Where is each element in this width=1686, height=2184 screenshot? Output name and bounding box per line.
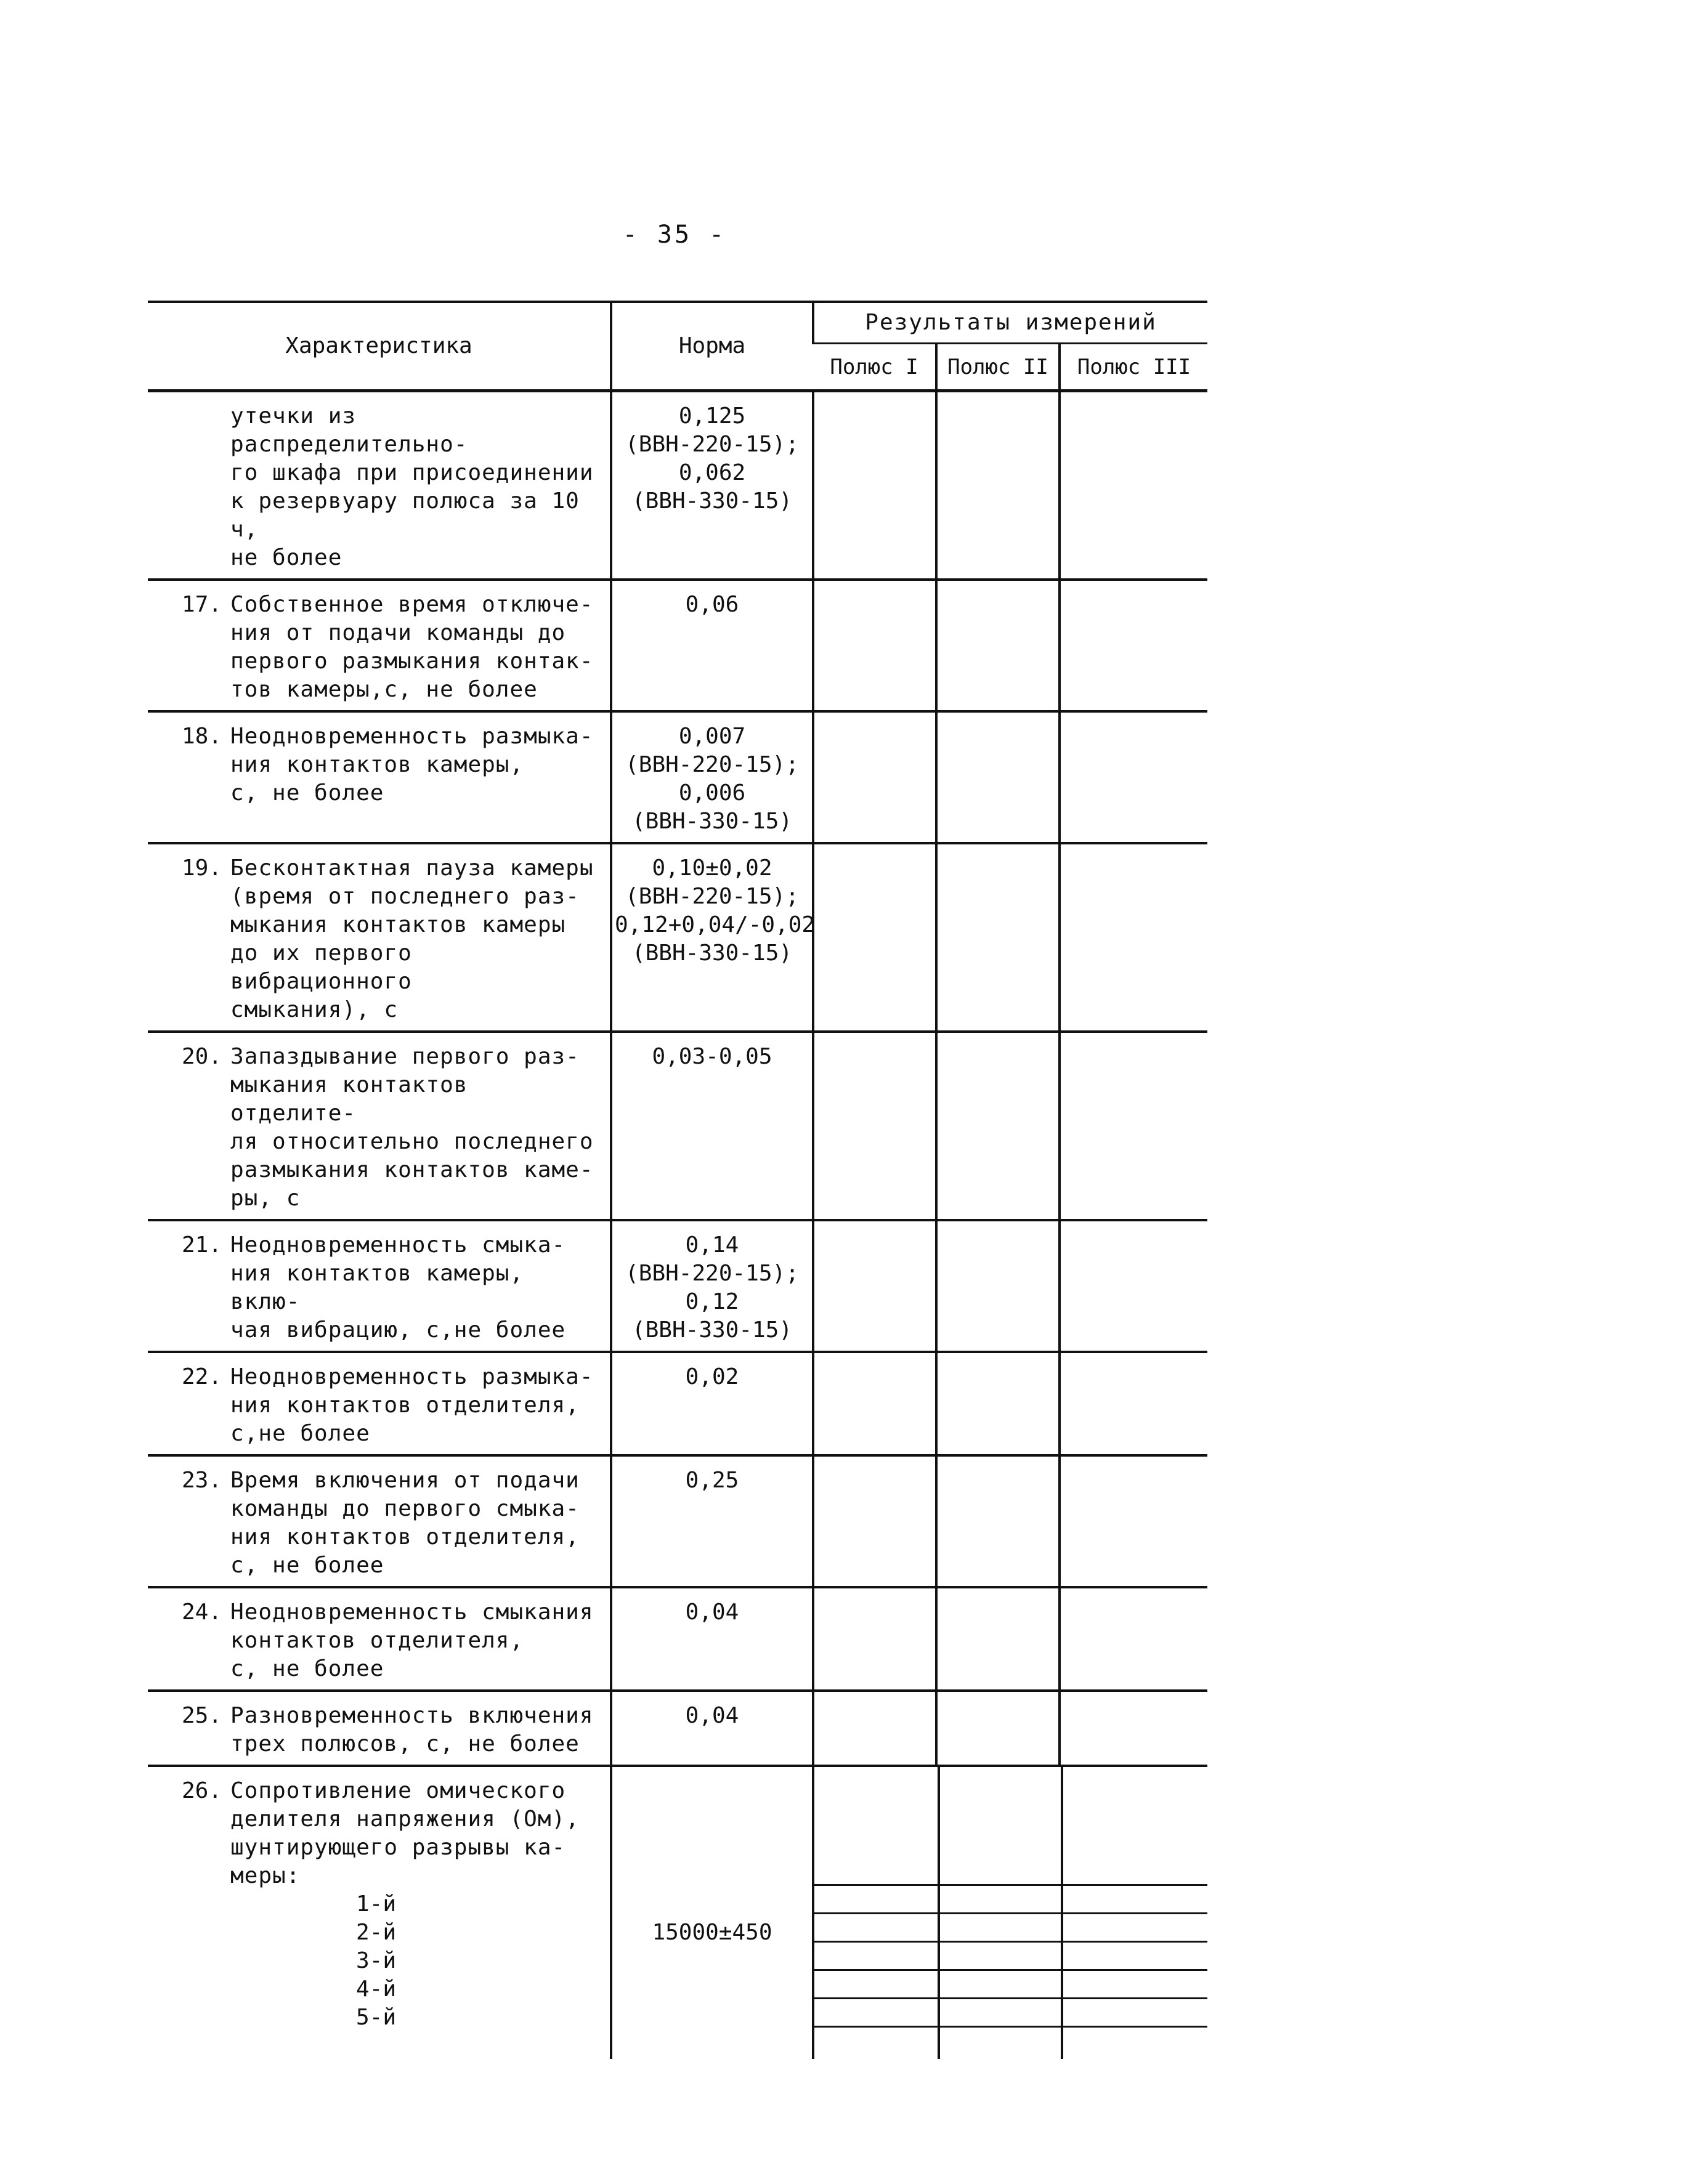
pole-3-cell (1060, 1587, 1207, 1691)
pole-1-cell (813, 1032, 936, 1220)
pole-3-cell (1060, 1691, 1207, 1766)
table-row (148, 1032, 1207, 1220)
row-norm: 0,04 (685, 1600, 739, 1625)
pole-3-cell (1060, 580, 1207, 711)
row-norm: 0,06 (685, 592, 739, 617)
table-row (148, 1455, 1207, 1587)
pole-1-cell (813, 711, 936, 843)
row-norm: 0,04 (685, 1703, 739, 1728)
row-characteristic: Бесконтактная пауза камеры (время от последнего раз- мыкания контактов камеры до их первого вибрационного смыкания), с (230, 855, 594, 1022)
row-number: 26. (181, 1778, 222, 1803)
pole-2-cell (936, 711, 1060, 843)
pole-3-cell (1060, 1032, 1207, 1220)
row-characteristic: Неодновременность смыка- ния контактов камеры, вклю- чая вибрацию, с,не более (230, 1232, 566, 1343)
table-row (148, 1691, 1207, 1766)
pole-3-cell (1060, 1352, 1207, 1455)
pole-3-cell (1060, 711, 1207, 843)
pole-2-cell (936, 1352, 1060, 1455)
pole-1-cell (813, 843, 936, 1032)
row-number (154, 402, 230, 572)
measurement-table (148, 301, 1207, 2059)
row-number: 23. (181, 1468, 222, 1493)
row-norm: 15000±450 (652, 1920, 772, 1945)
pole-2-cell (936, 1691, 1060, 1766)
row-characteristic: Сопротивление омического делителя напряжения (Ом), шунтирующего разрывы ка- меры: (230, 1778, 580, 1888)
row-norm: 0,14 (ВВН-220-15); 0,12 (ВВН-330-15) (625, 1232, 799, 1343)
table-row (148, 843, 1207, 1032)
pole-2-cell (936, 1587, 1060, 1691)
row-characteristic: утечки из распределительно- го шкафа при присоединении к резервуару полюса за 10 ч, не более (230, 403, 594, 570)
row-norm: 0,10±0,02 (ВВН-220-15); 0,12+0,04/-0,02 (ВВН-330-15) (615, 855, 816, 966)
row-number: 21. (181, 1232, 222, 1258)
row-characteristic: Собственное время отключе- ния от подачи команды до первого размыкания контак- тов камеры,с, не более (230, 592, 594, 702)
row-number: 24. (181, 1600, 222, 1625)
header-pole-2: Полюс II (936, 344, 1060, 391)
pole-1-cell (813, 580, 936, 711)
table-row (148, 1352, 1207, 1455)
row-norm: 0,125 (ВВН-220-15); 0,062 (ВВН-330-15) (625, 403, 799, 514)
table-row (148, 1766, 1207, 2059)
row-norm: 0,007 (ВВН-220-15); 0,006 (ВВН-330-15) (625, 724, 799, 834)
pole-2-cell (936, 1032, 1060, 1220)
pole-3-cell (1060, 843, 1207, 1032)
divider-results-grid (813, 1766, 1207, 2059)
table-row (148, 580, 1207, 711)
pole-2-cell (936, 1220, 1060, 1352)
row-number: 20. (181, 1044, 222, 1069)
page-number: - 35 - (622, 220, 727, 249)
divider-subitems: 1-й 2-й 3-й 4-й 5-й (356, 1891, 397, 2030)
table-row (148, 1220, 1207, 1352)
pole-1-cell (813, 1220, 936, 1352)
row-characteristic: Запаздывание первого раз- мыкания контактов отделите- ля относительно последнего размыкания контактов каме- ры, с (230, 1044, 594, 1211)
table-row (148, 391, 1207, 580)
pole-2-cell (936, 391, 1060, 580)
pole-3-cell (1060, 391, 1207, 580)
row-norm: 0,03-0,05 (652, 1044, 772, 1069)
pole-2-cell (936, 843, 1060, 1032)
row-number: 25. (181, 1703, 222, 1728)
pole-1-cell (813, 1587, 936, 1691)
table-row (148, 1587, 1207, 1691)
row-characteristic: Время включения от подачи команды до первого смыка- ния контактов отделителя, с, не более (230, 1468, 580, 1578)
header-pole-1: Полюс I (813, 344, 936, 391)
row-norm: 0,02 (685, 1364, 739, 1389)
header-characteristic: Характеристика (148, 302, 611, 391)
pole-1-cell (813, 1691, 936, 1766)
pole-1-cell (813, 391, 936, 580)
row-characteristic: Неодновременность размыка- ния контактов отделителя, с,не более (230, 1364, 594, 1446)
row-characteristic: Неодновременность смыкания контактов отделителя, с, не более (230, 1600, 594, 1681)
pole-1-cell (813, 1455, 936, 1587)
pole-3-cell (1060, 1220, 1207, 1352)
pole-1-cell (813, 1352, 936, 1455)
row-number: 18. (181, 724, 222, 749)
row-number: 19. (181, 855, 222, 881)
header-pole-3: Полюс III (1060, 344, 1207, 391)
row-number: 17. (181, 592, 222, 617)
header-norm: Норма (611, 302, 813, 391)
row-norm: 0,25 (685, 1468, 739, 1493)
row-characteristic: Неодновременность размыка- ния контактов камеры, с, не более (230, 724, 594, 806)
header-results: Результаты измерений (813, 302, 1207, 344)
pole-2-cell (936, 580, 1060, 711)
pole-3-cell (1060, 1455, 1207, 1587)
row-number: 22. (181, 1364, 222, 1389)
pole-2-cell (936, 1455, 1060, 1587)
table-row (148, 711, 1207, 843)
row-characteristic: Разновременность включения трех полюсов, с, не более (230, 1703, 594, 1757)
